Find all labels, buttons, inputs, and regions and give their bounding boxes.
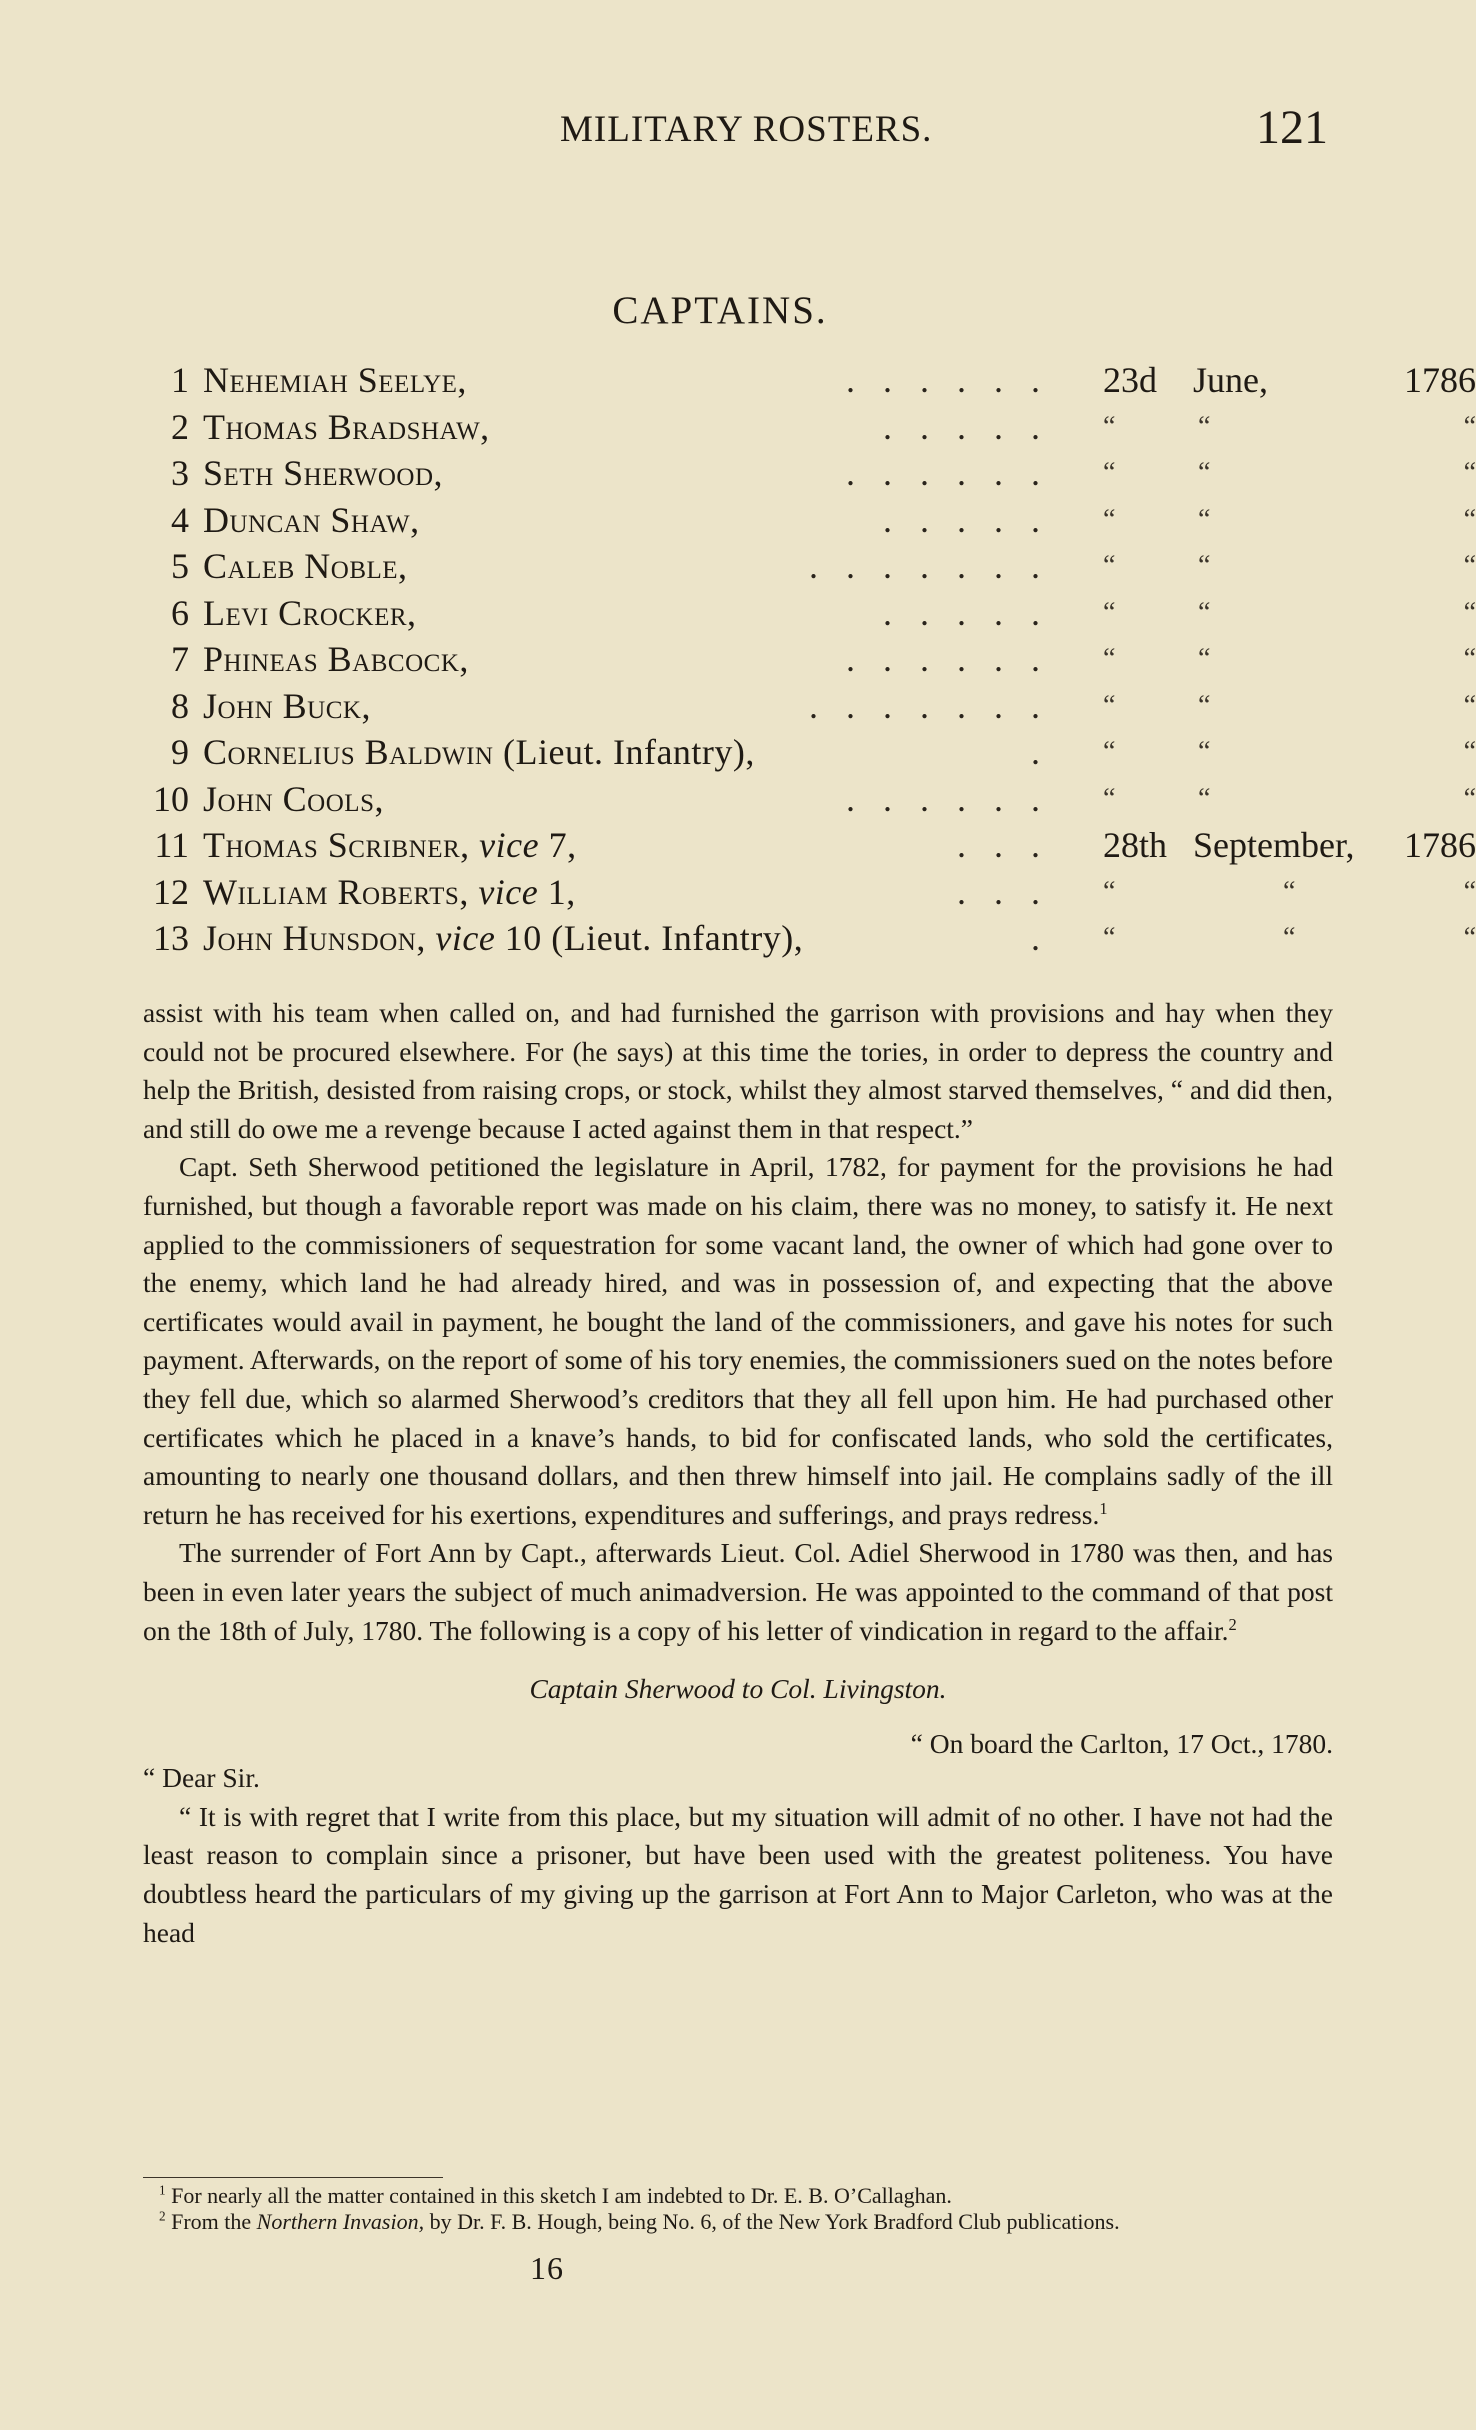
captain-name: Duncan Shaw, [203, 499, 420, 540]
leader-dots: . [1031, 918, 1068, 958]
paragraph: The surrender of Fort Ann by Capt., afterwards Lieut. Col. Adiel Sherwood in 1780 was then, and has been in even later years the subject of much animadversion. He was appointed to the command of that post on the 18th of July, 1780. The following is a copy of his letter of vindication in regard to the affair.$^2$ [143, 1537, 1333, 1646]
captain-name: William Roberts, vice 1, [203, 871, 576, 912]
body-text [143, 994, 1333, 1952]
commission-month: “ [1198, 410, 1211, 442]
paragraph: assist with his team when called on, and had furnished the garrison with provisions and hay when they could not be procured elsewhere. For (he says) at this time the tories, in order to depress the country and help the British, desisted from raising crops, or stock, whilst they almost starved themselves, “ and did then, and still do owe me a revenge because I acted against them in that respect.” [143, 997, 1333, 1144]
paragraph: Capt. Seth Sherwood petitioned the legislature in April, 1782, for payment for the provisions he had furnished, but though a favorable report was made on his claim, there was no money, to satisfy it. He next applied to the commissioners of sequestration for some vacant land, the owner of which had gone over to the enemy, which land he had already hired, and was in possession of, and expecting that the above certificates would avail in payment, he bought the land of the commissioners, and gave his notes for such payment. Afterwards, on the report of some of his tory enemies, the commissioners sued on the notes before they fell due, which so alarmed Sherwood’s creditors that they all fell upon him. He had purchased other certificates which he placed in a knave’s hands, to bid for confiscated lands, who sold the certificates, amounting to nearly one thousand dollars, and then threw himself into jail. He complains sadly of the ill return he has received for his exertions, expenditures and sufferings, and prays redress.$^1$ [143, 1151, 1333, 1530]
commission-month: “ [1198, 596, 1211, 628]
captain-name: Levi Crocker, [203, 592, 417, 633]
roster-row [143, 357, 1476, 404]
leader-dots: ..... [883, 499, 1068, 540]
commission-year: “ [1463, 503, 1476, 535]
roster-row [143, 776, 1476, 823]
leader-dots: . [1031, 732, 1068, 772]
roster-row [143, 869, 1476, 916]
captain-name: Phineas Babcock, [203, 639, 469, 679]
footnote: $^1$ For nearly all the matter contained in this sketch I am indebted to Dr. E. B. O’Callaghan. [159, 2182, 952, 2208]
commission-day: “ [1103, 596, 1116, 628]
leader-dots: ....... [809, 546, 1068, 586]
commission-day: “ [1103, 550, 1116, 581]
roster-row [143, 404, 1476, 451]
captain-name: Cornelius Baldwin (Lieut. Infantry), [203, 732, 755, 772]
commission-year: 1786 [1404, 825, 1476, 865]
roster-row [143, 636, 1476, 683]
roster-number: 4 [171, 499, 189, 540]
commission-day: “ [1103, 410, 1116, 442]
commission-year: “ [1463, 782, 1476, 814]
roster-row [143, 822, 1476, 869]
leader-dots: ... [957, 825, 1068, 865]
roster-number: 9 [171, 732, 189, 772]
footnote-ref: 2 [1228, 1614, 1237, 1634]
captain-name: John Hunsdon, vice 10 (Lieut. Infantry), [203, 918, 804, 958]
commission-day: “ [1103, 457, 1116, 488]
footnotes [143, 2183, 1333, 2235]
commission-month: June, [1193, 360, 1268, 400]
leader-dots: ...... [846, 453, 1068, 493]
signature-mark: 16 [530, 2250, 564, 2286]
commission-year: “ [1463, 875, 1476, 907]
commission-year: “ [1463, 596, 1476, 628]
letter-body: “ It is with regret that I write from this place, but my situation will admit of no other. I have not had the least reason to complain since a prisoner, but have been used with the greatest politeness. You have doubtless heard the particulars of my giving up the garrison at Fort Ann to Major Carleton, who was at the head [143, 1800, 1333, 1948]
roster-number: 13 [153, 918, 189, 958]
commission-year: “ [1463, 736, 1476, 767]
captain-name: Nehemiah Seelye, [203, 360, 467, 400]
captain-name: Thomas Bradshaw, [203, 406, 490, 447]
commission-day: “ [1103, 782, 1116, 814]
letter-title: Captain Sherwood to Col. Livingston. [529, 1673, 947, 1705]
captain-name: Seth Sherwood, [203, 453, 444, 493]
roster-heading: CAPTAINS. [612, 289, 828, 332]
commission-year: “ [1463, 922, 1476, 953]
commission-year: “ [1463, 550, 1476, 581]
leader-dots: ...... [846, 778, 1068, 819]
roster-row [143, 543, 1476, 590]
letter-dateline: “ On board the Carlton, 17 Oct., 1780. [910, 1727, 1333, 1759]
leader-dots: ...... [846, 639, 1068, 679]
footnote-rule [143, 2177, 443, 2178]
roster-number: 10 [153, 778, 189, 819]
roster-row [143, 590, 1476, 637]
commission-year: “ [1463, 643, 1476, 674]
commission-year: “ [1463, 457, 1476, 488]
footnote-ref: 1 [1099, 1498, 1108, 1518]
commission-month: “ [1198, 782, 1211, 814]
roster-number: 11 [154, 825, 189, 865]
commission-day: “ [1103, 643, 1116, 674]
commission-year: 1786 [1404, 360, 1476, 400]
roster-row [143, 915, 1476, 962]
commission-day: “ [1103, 922, 1116, 953]
commission-year: “ [1463, 410, 1476, 442]
commission-day: “ [1103, 736, 1116, 767]
page-number: 121 [1256, 101, 1328, 154]
commission-month: “ [1198, 643, 1211, 674]
roster-row [143, 683, 1476, 730]
leader-dots: ...... [846, 360, 1068, 400]
running-title: MILITARY ROSTERS. [560, 109, 933, 150]
commission-month: “ [1198, 736, 1211, 767]
commission-month: “ [1198, 457, 1211, 488]
running-head [0, 100, 1440, 160]
captain-name: Caleb Noble, [203, 546, 408, 586]
roster-number: 1 [171, 360, 189, 400]
roster-row [143, 450, 1476, 497]
roster-number: 3 [171, 453, 189, 493]
commission-month: “ [1283, 875, 1296, 907]
roster-number: 5 [171, 546, 189, 586]
roster-number: 8 [171, 685, 189, 726]
commission-day: “ [1103, 875, 1116, 907]
leader-dots: ..... [883, 592, 1068, 633]
leader-dots: ..... [883, 406, 1068, 447]
commission-month: September, [1193, 825, 1355, 865]
captain-name: John Cools, [203, 778, 384, 819]
commission-month: “ [1283, 922, 1296, 953]
commission-day: “ [1103, 503, 1116, 535]
commission-year: “ [1463, 689, 1476, 721]
commission-day: 23d [1103, 360, 1157, 400]
letter-salutation: “ Dear Sir. [143, 1762, 260, 1794]
commission-month: “ [1198, 503, 1211, 535]
commission-month: “ [1198, 689, 1211, 721]
roster-number: 2 [171, 406, 189, 447]
leader-dots: ....... [809, 685, 1068, 726]
commission-day: 28th [1103, 825, 1168, 865]
captains-roster [143, 357, 1476, 962]
commission-day: “ [1103, 689, 1116, 721]
leader-dots: ... [957, 871, 1068, 912]
captain-name: John Buck, [203, 685, 371, 726]
roster-number: 6 [171, 592, 189, 633]
roster-row [143, 497, 1476, 544]
commission-month: “ [1198, 550, 1211, 581]
footnote: $^2$ From the Northern Invasion, by Dr. F. B. Hough, being No. 6, of the New York Bradford Club publications. [159, 2208, 1120, 2234]
roster-row [143, 729, 1476, 776]
roster-number: 7 [171, 639, 189, 679]
roster-number: 12 [153, 871, 189, 912]
captain-name: Thomas Scribner, vice 7, [203, 825, 577, 865]
